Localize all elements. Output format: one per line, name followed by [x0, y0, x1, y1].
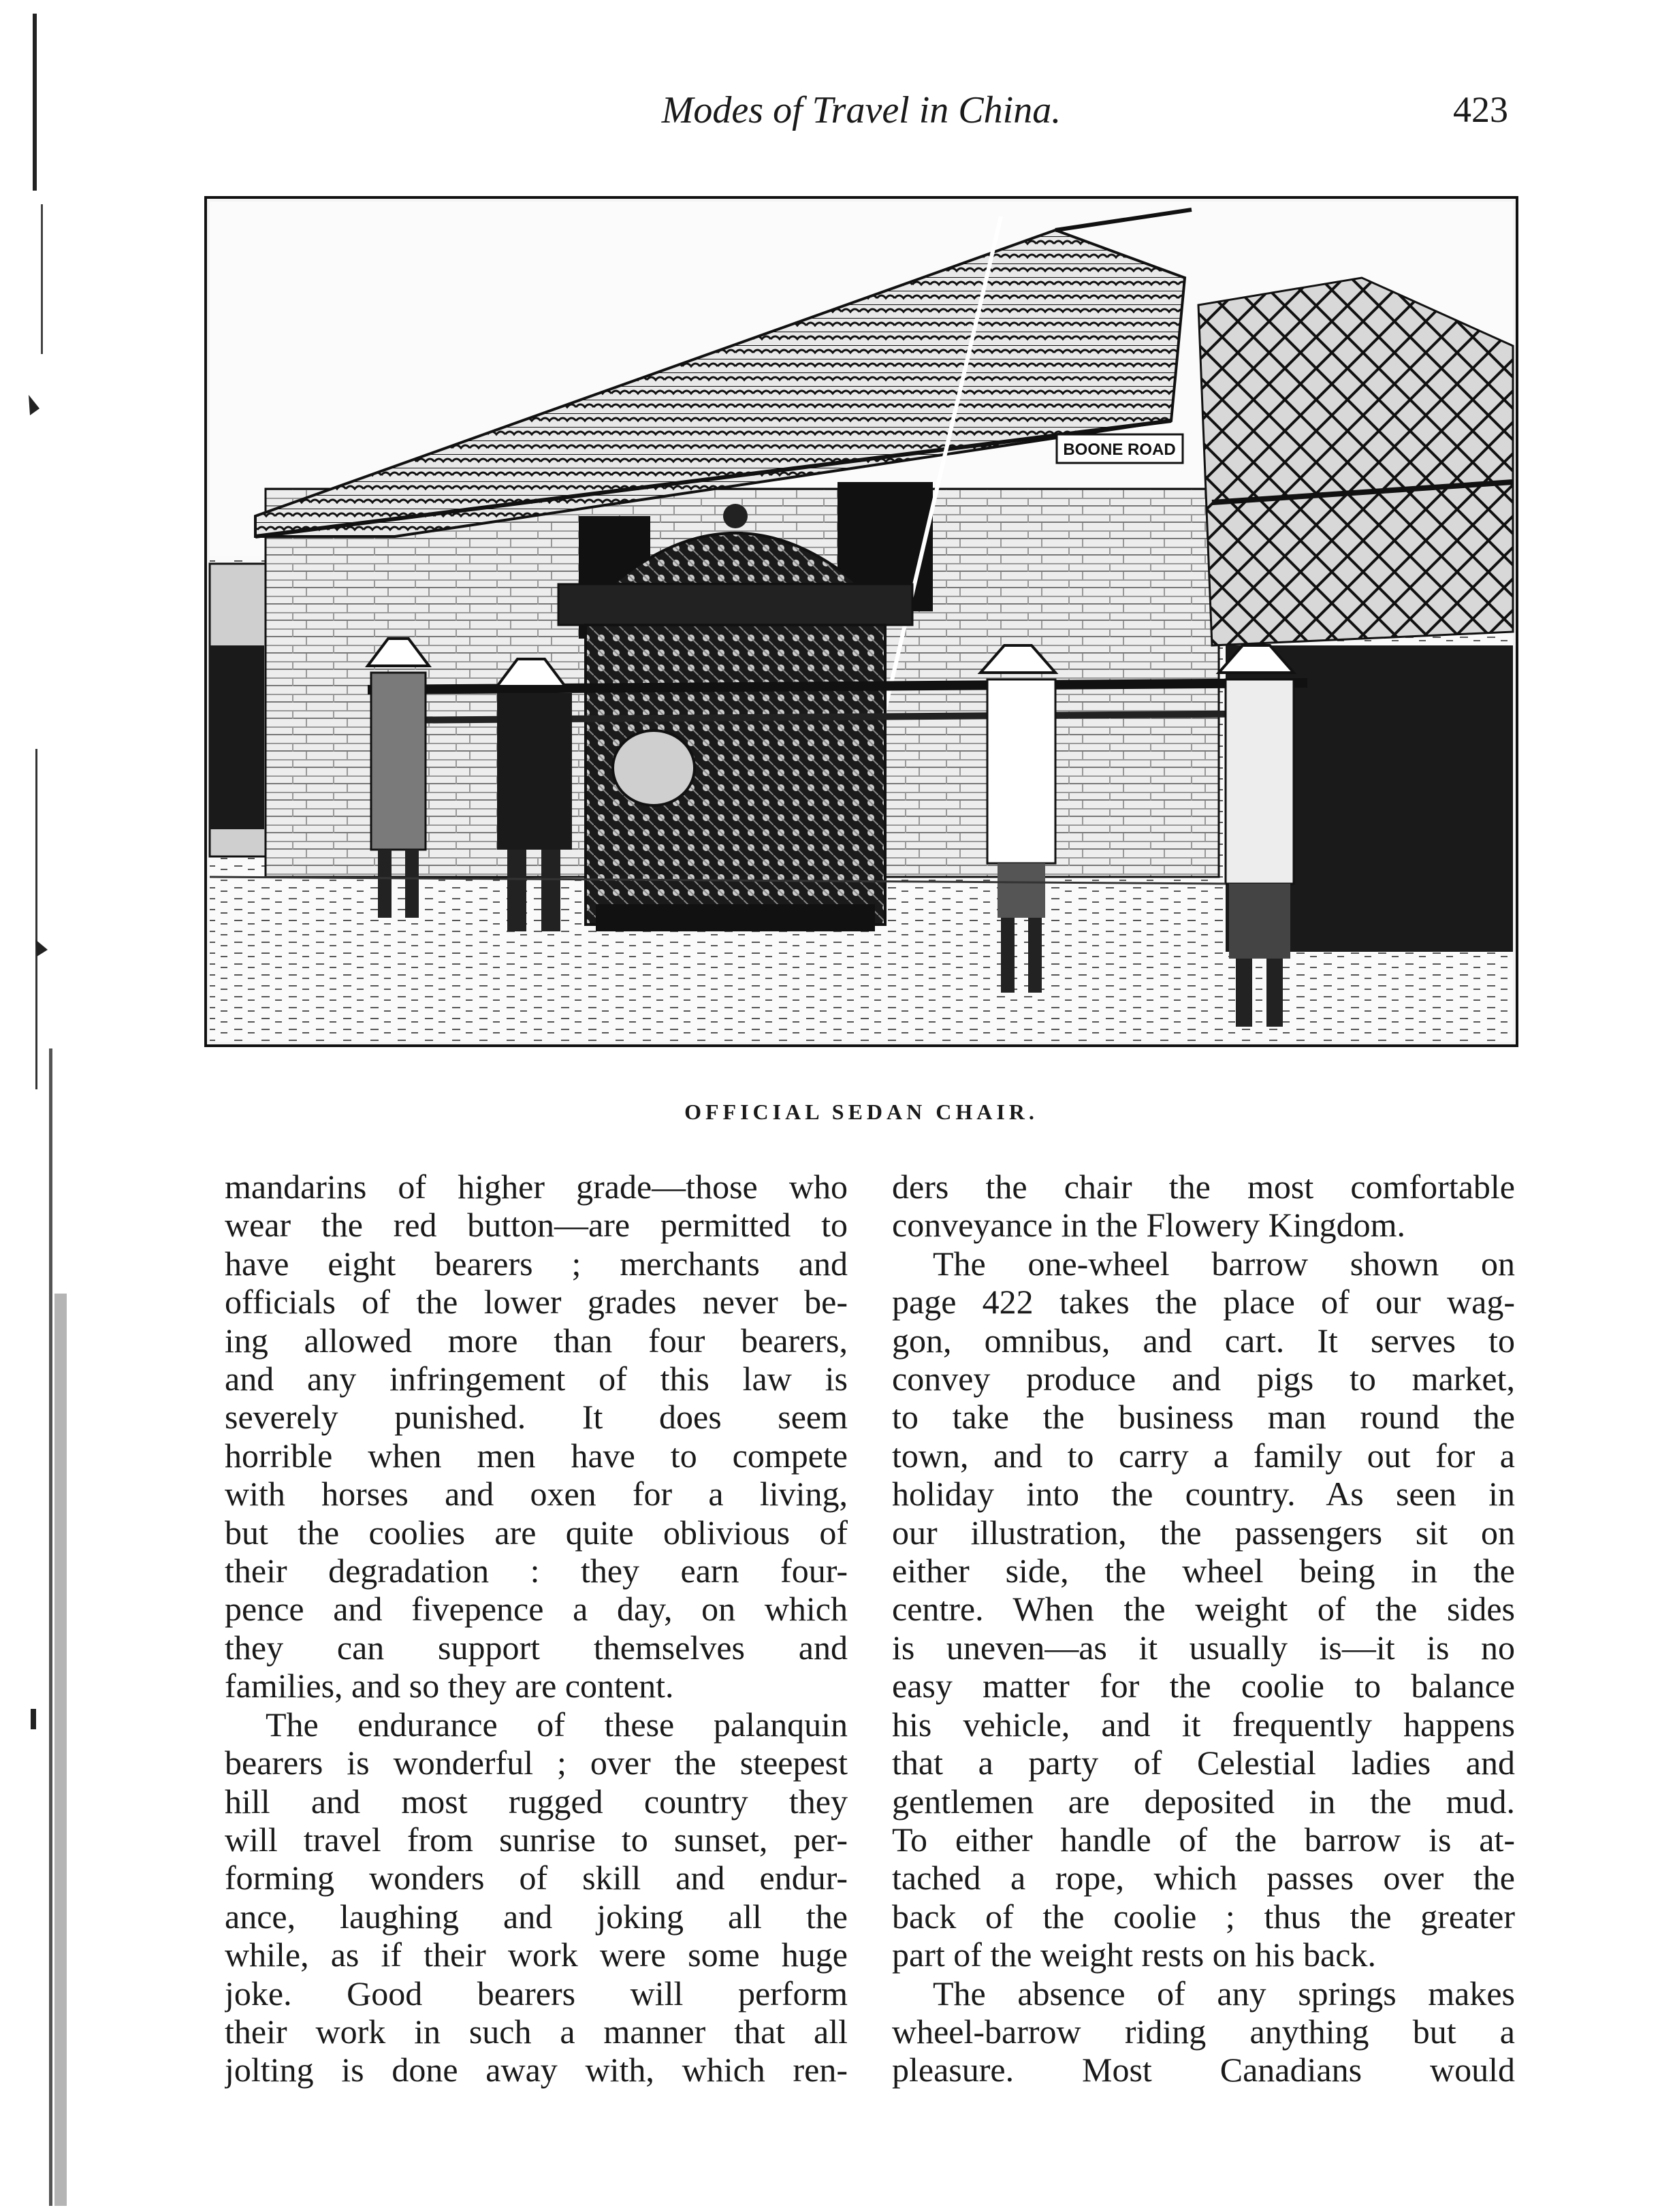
text-line: centre. When the weight of the sides [892, 1590, 1515, 1629]
text-line: page 422 takes the place of our wag- [892, 1283, 1515, 1321]
paragraph [892, 1245, 1515, 1974]
running-head [204, 89, 1518, 143]
text-line: their work in such a manner that all [225, 2012, 848, 2051]
text-line: have eight bearers ; merchants and [225, 1244, 848, 1283]
paragraph [892, 1974, 1515, 2089]
running-title: Modes of Travel in China. [661, 89, 1062, 131]
figure-caption: OFFICIAL SEDAN CHAIR. [684, 1100, 1038, 1124]
text-line: that a party of Celestial ladies and [892, 1744, 1515, 1782]
text-line: forming wonders of skill and endur- [225, 1859, 848, 1897]
text-line: The absence of any springs makes [933, 1974, 1515, 2013]
text-line: To either handle of the barrow is at- [892, 1820, 1515, 1859]
text-line: but the coolies are quite oblivious of [225, 1513, 848, 1552]
text-line: our illustration, the passengers sit on [892, 1513, 1515, 1552]
paragraph [225, 1705, 848, 2089]
text-line: severely punished. It does seem [225, 1398, 848, 1437]
text-line: tached a rope, which passes over the [892, 1859, 1515, 1897]
text-line: while, as if their work were some huge [225, 1936, 848, 1974]
text-line: conveyance in the Flowery Kingdom. [892, 1206, 1405, 1245]
text-line: with horses and oxen for a living, [225, 1475, 848, 1513]
text-line: pence and fivepence a day, on which [225, 1590, 848, 1629]
text-column-right [892, 1168, 1515, 2089]
text-line: and any infringement of this law is [225, 1360, 848, 1398]
text-line: convey produce and pigs to market, [892, 1360, 1515, 1398]
text-line: wear the red button—are permitted to [225, 1206, 848, 1245]
paragraph [225, 1168, 848, 1705]
text-line: holiday into the country. As seen in [892, 1475, 1515, 1513]
text-line: his vehicle, and it frequently happens [892, 1705, 1515, 1744]
text-line: bearers is wonderful ; over the steepest [225, 1744, 848, 1782]
text-line: ance, laughing and joking all the [225, 1897, 848, 1936]
text-line: gon, omnibus, and cart. It serves to [892, 1321, 1515, 1360]
text-line: pleasure. Most Canadians would [892, 2051, 1515, 2089]
text-line: jolting is done away with, which ren- [225, 2051, 848, 2089]
text-line: joke. Good bearers will perform [225, 1974, 848, 2013]
text-line: horrible when men have to compete [225, 1436, 848, 1475]
page-number: 423 [1453, 89, 1508, 130]
paragraph [892, 1168, 1515, 1245]
text-line: officials of the lower grades never be- [225, 1283, 848, 1321]
text-line: will travel from sunrise to sunset, per- [225, 1820, 848, 1859]
text-line: hill and most rugged country they [225, 1782, 848, 1821]
text-line: ing allowed more than four bearers, [225, 1321, 848, 1360]
text-line: mandarins of higher grade—those who [225, 1168, 848, 1206]
text-line: back of the coolie ; thus the greater [892, 1897, 1515, 1936]
text-line: they can support themselves and [225, 1628, 848, 1667]
street-sign: BOONE ROAD [1063, 440, 1176, 459]
scan-binding-edge [0, 0, 102, 2209]
text-line: town, and to carry a family out for a [892, 1436, 1515, 1475]
text-line: either side, the wheel being in the [892, 1552, 1515, 1590]
sedan-chair-illustration [204, 196, 1518, 1047]
text-line: their degradation : they earn four- [225, 1552, 848, 1590]
text-line: is uneven—as it usually is—it is no [892, 1628, 1515, 1667]
text-line: families, and so they are content. [225, 1667, 674, 1705]
text-line: part of the weight rests on his back. [892, 1936, 1376, 1974]
text-line: The one-wheel barrow shown on [933, 1244, 1515, 1283]
text-line: easy matter for the coolie to balance [892, 1667, 1515, 1705]
text-line: The endurance of these palanquin [266, 1705, 848, 1744]
text-column-left [225, 1168, 848, 2089]
text-line: wheel-barrow riding anything but a [892, 2012, 1515, 2051]
text-line: gentlemen are deposited in the mud. [892, 1782, 1515, 1821]
text-line: to take the business man round the [892, 1398, 1515, 1437]
text-line: ders the chair the most comfortable [892, 1168, 1515, 1206]
